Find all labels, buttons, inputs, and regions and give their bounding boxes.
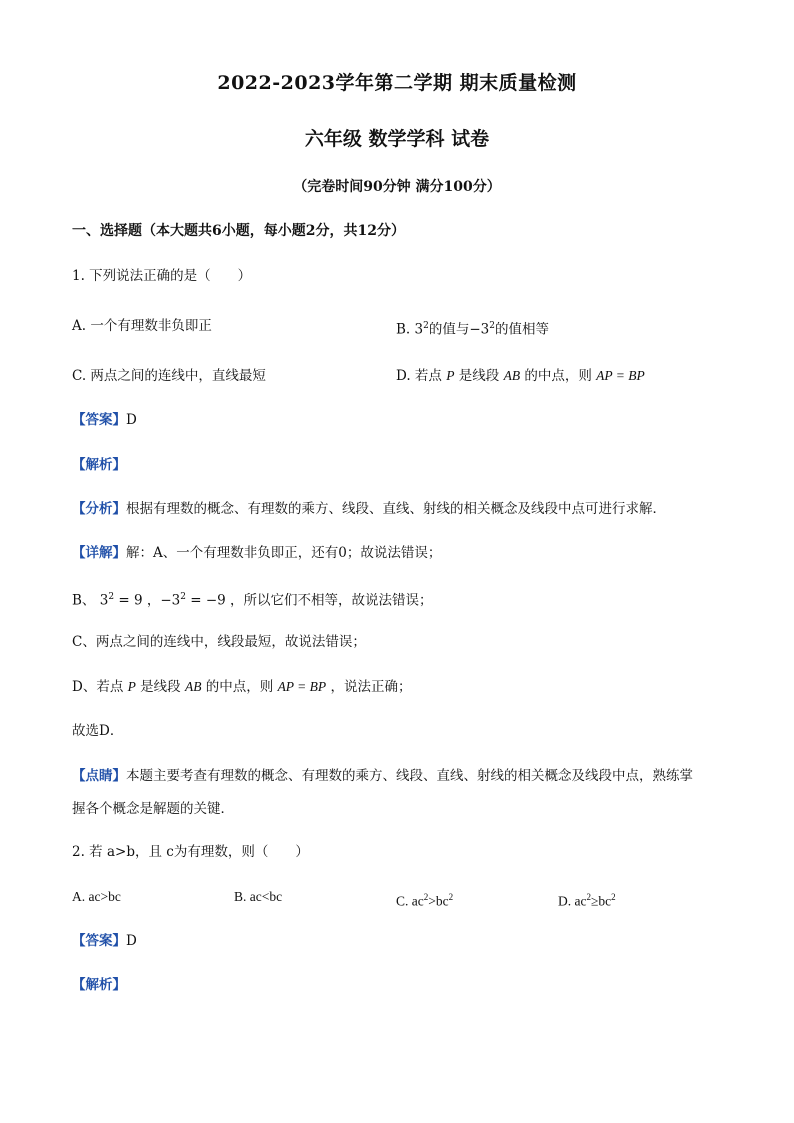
- q2-stem: 2. 若 a>b，且 c为有理数，则（ ）: [72, 844, 309, 860]
- q1-option-b: B. $3^2$的值与$-3^2$的值相等: [396, 321, 549, 338]
- exam-subtitle: 六年级 数学学科 试卷: [304, 128, 490, 150]
- q1-dianjing-cont: 握各个概念是解题的关键．: [72, 801, 234, 817]
- q2-option-d: D. $ac^2\ge bc^2$: [558, 892, 616, 909]
- q1-line-b: B、 $3^2 = 9$ ，$-3^2 = -9$ ，所以它们不相等，故说法错误；: [72, 592, 433, 609]
- q1-answer: 【答案】D: [72, 412, 137, 428]
- q1-choose: 故选D．: [72, 723, 124, 739]
- q1-option-a: A. 一个有理数非负即正: [72, 318, 212, 334]
- q2-analysis-tag: 【解析】: [72, 977, 126, 993]
- q1-dianjing: 【点睛】本题主要考查有理数的概念、有理数的乘方、线段、直线、射线的相关概念及线段中点，熟练掌: [72, 768, 693, 784]
- q2-option-a: A. ac>bc: [72, 889, 121, 904]
- q1-line-d: D、若点 P 是线段 AB 的中点，则 AP = BP ，说法正确；: [72, 679, 412, 695]
- exam-note: （完卷时间90分钟 满分100分）: [293, 179, 501, 195]
- q2-option-b: B. ac<bc: [234, 889, 283, 904]
- q2-answer: 【答案】D: [72, 933, 137, 949]
- q1-fenxi: 【分析】根据有理数的概念、有理数的乘方、线段、直线、射线的相关概念及线段中点可进行求解．: [72, 501, 666, 517]
- q2-option-c: C. $ac^2>bc^2$: [396, 892, 454, 909]
- q1-option-d: D. 若点 P 是线段 AB 的中点，则 AP = BP: [396, 368, 645, 384]
- exam-title: 2022-2023学年第二学期 期末质量检测: [217, 72, 577, 94]
- q1-option-c: C. 两点之间的连线中，直线最短: [72, 368, 266, 384]
- section-heading: 一、选择题（本大题共6小题，每小题2分，共12分）: [72, 223, 405, 239]
- q1-xiangjie: 【详解】解：A、一个有理数非负即正，还有0；故说法错误；: [72, 545, 442, 561]
- q1-analysis-tag: 【解析】: [72, 457, 126, 473]
- q1-line-c: C、两点之间的连线中，线段最短，故说法错误；: [72, 634, 366, 650]
- q1-stem: 1. 下列说法正确的是（ ）: [72, 268, 252, 284]
